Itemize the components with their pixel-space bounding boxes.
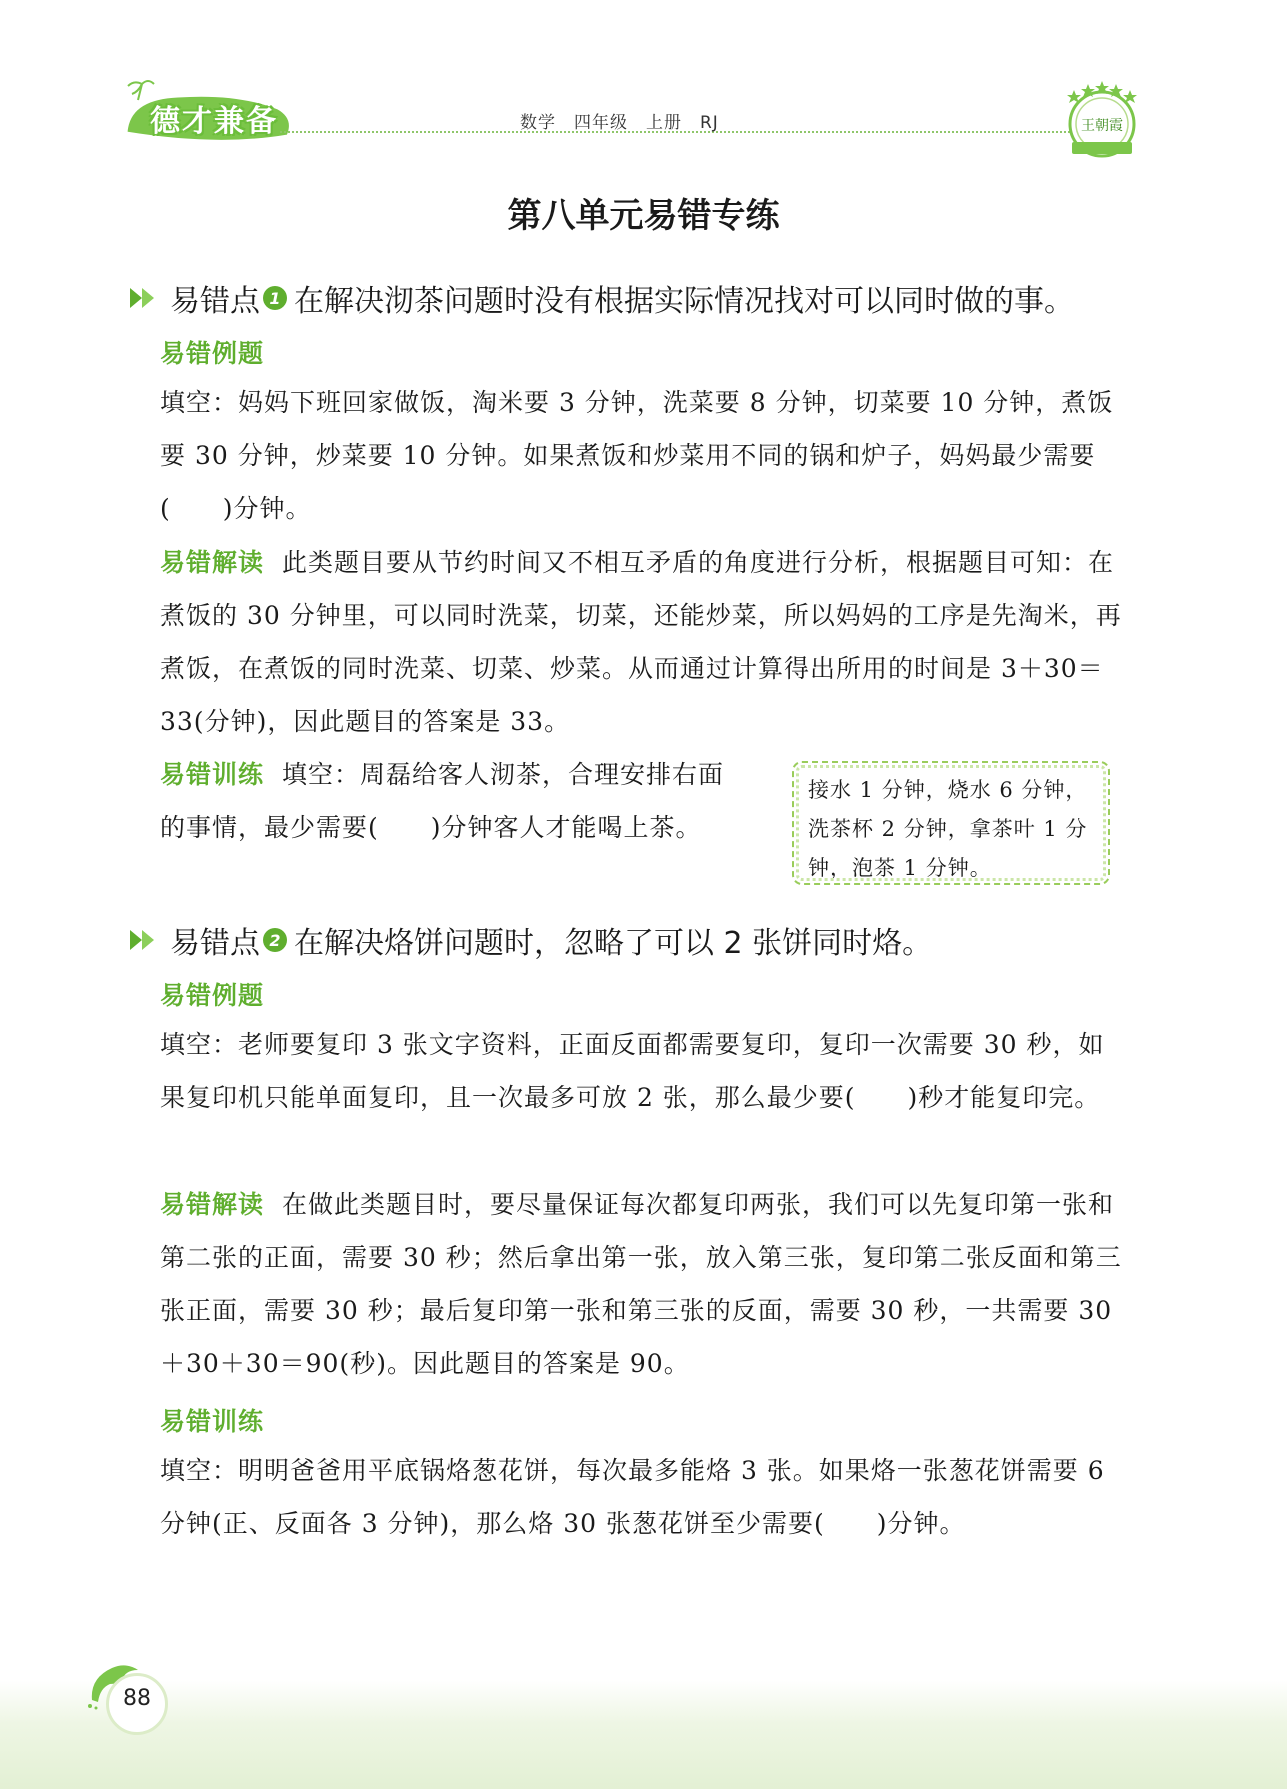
page-title: 第八单元易错专练 (507, 196, 780, 236)
analysis-text: 此类题目要从节约时间又不相互矛盾的角度进行分析，根据题目可知：在煮饭的 30 分钟里，可以同时洗菜，切菜，还能炒菜，所以妈妈的工序是先淘米，再煮饭，在煮饭的同时洗菜、切菜、炒菜。从而通过计算得出所用的时间是 3＋30＝33(分钟)，因此题目的答案是 33。 (160, 548, 1122, 736)
error-point-label: 易错点 (170, 926, 260, 961)
example-text: 填空：妈妈下班回家做饭，淘米要 3 分钟，洗菜要 8 分钟，切菜要 10 分钟，煮饭要 30 分钟，炒菜要 10 分钟。如果煮饭和炒菜用不同的锅和炉子，妈妈最少需要( )分钟。 (160, 388, 1114, 523)
error-point-text: 在解决沏茶问题时没有根据实际情况找对可以同时做的事。 (294, 284, 1074, 319)
analysis-paragraph (160, 1178, 1130, 1390)
number-badge-icon (262, 927, 288, 953)
error-point-2-heading (128, 918, 932, 962)
svg-text:王朝霞: 王朝霞 (1081, 118, 1123, 134)
logo-text: 德才兼备 (150, 104, 278, 139)
example-text: 填空：老师要复印 3 张文字资料，正面反面都需要复印，复印一次需要 30 秒，如果复印机只能单面复印，且一次最多可放 2 张，那么最少要( )秒才能复印完。 (160, 1030, 1105, 1112)
training-label: 易错训练 (160, 760, 265, 789)
training-text: 填空：明明爸爸用平底锅烙葱花饼，每次最多能烙 3 张。如果烙一张葱花饼需要 6 分钟(正、反面各 3 分钟)，那么烙 30 张葱花饼至少需要( )分钟。 (160, 1456, 1105, 1538)
example-label: 易错例题 (160, 981, 265, 1010)
analysis-text: 在做此类题目时，要尽量保证每次都复印两张，我们可以先复印第一张和第二张的正面，需要 30 秒；然后拿出第一张，放入第三张，复印第二张反面和第三张正面，需要 30 秒；最后复印第一张和第三张的反面，需要 30 秒，一共需要 30＋30＋30＝90(秒)。因此题目的答案是 90。 (160, 1190, 1122, 1378)
double-arrow-icon (128, 284, 160, 312)
footer-band (0, 1680, 1287, 1789)
error-point-1-heading (128, 276, 1074, 320)
double-arrow-icon (128, 926, 160, 954)
example-label: 易错例题 (160, 339, 265, 368)
training-text: 填空：周磊给客人沏茶，合理安排右面的事情，最少需要( )分钟客人才能喝上茶。 (160, 760, 725, 842)
svg-text:2: 2 (269, 931, 281, 950)
error-point-label: 易错点 (170, 284, 260, 319)
error-point-text: 在解决烙饼问题时，忽略了可以 2 张饼同时烙。 (294, 926, 933, 961)
number-badge-icon (262, 285, 288, 311)
analysis-label: 易错解读 (160, 1190, 265, 1219)
page-number: 88 (123, 1686, 151, 1711)
analysis-label: 易错解读 (160, 548, 265, 577)
task-info-box: 接水 1 分钟，烧水 6 分钟，洗茶杯 2 分钟，拿茶叶 1 分钟，泡茶 1 分钟。 (792, 761, 1110, 885)
seal-badge-icon (1060, 78, 1144, 162)
header-subtitle: 数学 四年级 上册 RJ (520, 113, 719, 133)
analysis-paragraph (160, 536, 1130, 748)
training-label: 易错训练 (160, 1407, 265, 1436)
training-paragraph (160, 748, 750, 854)
svg-text:1: 1 (269, 289, 281, 308)
